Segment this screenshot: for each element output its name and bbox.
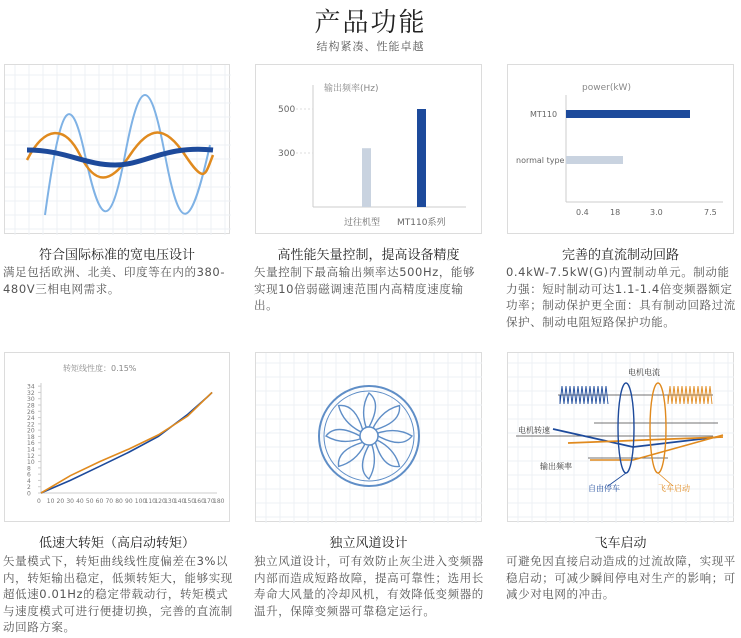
torque-ytick: 12: [27, 452, 35, 460]
feature-title-voltage: 符合国际标准的宽电压设计: [38, 248, 195, 263]
torque-ytick: 14: [27, 446, 35, 454]
torque-ytick: 26: [27, 408, 35, 416]
torque-xtick: 40: [76, 498, 84, 505]
card-power-chart: [507, 64, 734, 234]
feature-title-flying: 飞车启动: [594, 536, 647, 551]
feature-desc-braking: 0.4kW-7.5kW(G)内置制动单元。制动能力强：短时制动可达1.1-1.4倍变频器额定功率；制动保护更全面：具有制动回路过流保护、制动电阻短路保护功能。: [506, 265, 736, 329]
freq-xtick-legacy: 过往机型: [344, 218, 381, 228]
feature-title-airduct: 独立风道设计: [329, 536, 408, 551]
fan-illustration: [256, 353, 483, 523]
flying-start-diagram: [508, 353, 735, 523]
feature-desc-torque: 矢量模式下，转矩曲线线性度偏差在3%以内，转矩输出稳定，低频转矩大，能够实现超低速0.01Hz的稳定带载动行，转矩模式与速度模式可进行便捷切换，完善的直流制动回路方案。: [3, 554, 233, 634]
freq-bar-legacy: [362, 148, 371, 207]
feature-title-vector: 高性能矢量控制，提高设备精度: [277, 248, 460, 263]
freq-xtick-mt110: MT110系列: [397, 218, 446, 228]
torque-ytick: 18: [27, 433, 35, 441]
fan-blade: [364, 393, 376, 427]
card-voltage-waves: [4, 64, 230, 234]
feature-desc-voltage: 满足包括欧洲、北美、印度等在内的380-480V三相电网需求。: [3, 265, 226, 296]
torque-ytick: 0: [27, 490, 31, 498]
power-label-normal: normal type: [516, 156, 565, 165]
feature-title-braking: 完善的直流制动回路: [561, 248, 679, 263]
torque-ytick: 2: [27, 484, 31, 492]
torque-xtick: 50: [85, 498, 94, 505]
power-xtick-0: 0.4: [576, 208, 589, 217]
torque-xtick: 70: [105, 498, 114, 505]
torque-xtick: 180: [213, 498, 225, 505]
feature-desc-flying: 可避免因直接启动造成的过流故障，实现平稳启动；可减少瞬间停电对生产的影响；可减少对电网的冲击。: [506, 554, 736, 601]
frequency-chart: [256, 65, 483, 235]
voltage-wave-illustration: [5, 65, 231, 235]
torque-chart: [5, 353, 231, 523]
power-label-mt110: MT110: [530, 110, 558, 119]
torque-xtick: 110: [144, 498, 157, 505]
label-free-stop: 自由停车: [588, 484, 620, 493]
torque-title: 转矩线性度：0.15%: [63, 364, 137, 373]
card-fan: [255, 352, 482, 522]
label-flying-start: 飞车启动: [658, 484, 690, 493]
power-xtick-2: 3.0: [650, 208, 663, 217]
fan-blade: [372, 402, 404, 434]
torque-ytick: 34: [27, 383, 35, 391]
feature-title-torque: 低速大转矩（高启动转矩）: [38, 536, 195, 551]
power-xtick-3: 7.5: [704, 208, 717, 217]
torque-ytick: 10: [27, 459, 35, 467]
torque-xtick: 140: [173, 498, 186, 505]
torque-xtick: 120: [154, 498, 166, 505]
torque-xtick: 90: [125, 498, 133, 505]
feature-desc-vector: 矢量控制下最高输出频率达500Hz，能够实现10倍弱磁调速范围内高精度速度输出。: [254, 265, 476, 312]
freq-bar-mt110: [417, 109, 426, 207]
fan-blade: [335, 401, 367, 433]
torque-ytick: 32: [27, 389, 35, 397]
torque-xtick: 80: [115, 498, 123, 505]
card-flying-start: [507, 352, 734, 522]
card-torque-chart: [4, 352, 230, 522]
page-subtitle: 结构紧凑、性能卓越: [316, 40, 425, 53]
torque-ytick: 30: [27, 396, 35, 404]
torque-xtick: 30: [66, 498, 74, 505]
torque-xtick: 150: [183, 498, 196, 505]
torque-ytick: 8: [27, 465, 31, 473]
torque-xtick: 20: [56, 498, 65, 505]
feature-desc-airduct: 独立风道设计，可有效防止灰尘进入变频器内部而造成短路故障，提高可靠性；选用长寿命大风量的冷却风机，有效降低变频器的温升，保障变频器可靠稳定运行。: [254, 554, 484, 618]
label-output-freq: 输出频率: [540, 462, 572, 471]
fan-blade: [326, 430, 360, 442]
torque-xtick: 160: [193, 498, 205, 505]
torque-ytick: 16: [27, 440, 35, 448]
torque-xtick: 130: [164, 498, 176, 505]
freq-ylabel: 输出频率(Hz): [324, 84, 379, 94]
power-xtick-1: 18: [610, 208, 621, 217]
torque-ytick: 6: [27, 471, 31, 479]
torque-ytick: 22: [27, 421, 35, 429]
torque-ytick: 20: [27, 427, 35, 435]
label-motor-current: 电机电流: [628, 368, 660, 377]
fan-blade: [371, 439, 403, 471]
freq-ytick-300: 300: [278, 149, 296, 159]
torque-ytick: 24: [27, 415, 35, 423]
power-xlabel: power(kW): [582, 83, 631, 93]
torque-xtick: 170: [203, 498, 215, 505]
torque-xtick: 100: [134, 498, 147, 505]
power-chart: [508, 65, 735, 235]
power-bar-normal: [566, 156, 623, 164]
torque-xtick: 60: [95, 498, 104, 505]
power-bar-mt110: [566, 110, 690, 118]
torque-ytick: 28: [27, 402, 35, 410]
label-motor-speed: 电机转速: [518, 426, 550, 435]
torque-xtick: 10: [46, 498, 55, 505]
freq-ytick-500: 500: [278, 105, 296, 115]
page-title: 产品功能: [314, 8, 427, 38]
card-frequency-chart: [255, 64, 482, 234]
fan-blade: [378, 431, 412, 443]
torque-xtick: 0: [37, 498, 41, 505]
torque-ytick: 4: [27, 477, 31, 485]
torque-series-1: [41, 392, 212, 493]
fan-hub: [360, 427, 378, 445]
